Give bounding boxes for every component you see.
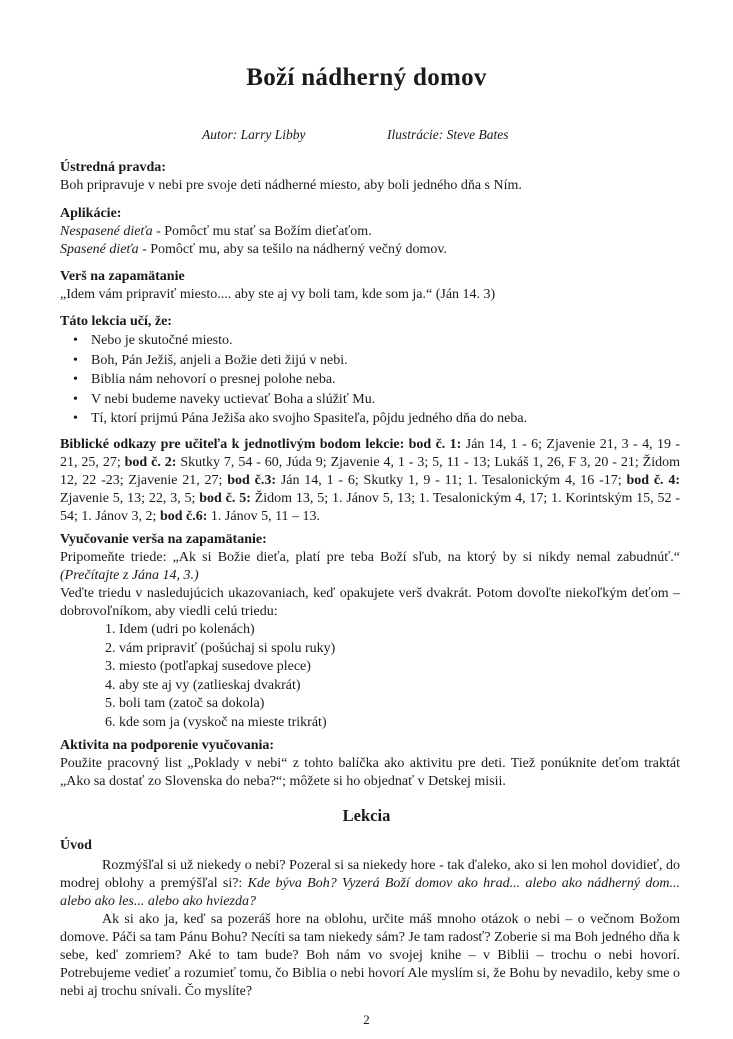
application-saved — [60, 241, 680, 259]
application-unsaved — [60, 223, 680, 241]
list-item: • Boh, Pán Ježiš, anjeli a Božie deti žijú v nebi. — [60, 351, 680, 371]
ref-point-6-label: bod č.6: — [159, 509, 208, 524]
central-truth-text: Boh pripravuje v nebi pre svoje deti nádherné miesto, aby boli jedného dňa s Ním. — [60, 178, 522, 193]
page-number: 2 — [363, 1012, 370, 1027]
ref-point-2-label: bod č. 2: — [124, 455, 177, 470]
illustrator-credit: Ilustrácie: Steve Bates — [387, 127, 509, 142]
ref-point-4: Zjavenie 5, 13; 22, 3, 5; — [60, 491, 196, 506]
step-item: 1. Idem (udri po kolenách) — [105, 622, 255, 637]
ref-point-3-label: bod č.3: — [227, 473, 277, 488]
memory-verse-text: „Idem vám pripraviť miesto.... aby ste aj vy boli tam, kde som ja.“ (Ján 14. 3) — [60, 287, 496, 302]
lesson-teaches-heading: Táto lekcia učí, že: — [60, 314, 172, 329]
application-section — [60, 205, 680, 259]
lesson-teaches-section — [60, 313, 680, 429]
memory-verse-section — [60, 268, 680, 304]
page-title: Boží nádherný domov — [246, 64, 487, 91]
step-item: 5. boli tam (zatoč sa dokola) — [105, 696, 265, 711]
central-truth-section — [60, 159, 680, 195]
list-item: • Tí, ktorí prijmú Pána Ježiša ako svojho Spasiteľa, pôjdu jedného dňa do neba. — [60, 409, 680, 429]
saved-label: Spasené dieťa — [60, 242, 139, 257]
ref-point-1-label: bod č. 1: — [408, 437, 462, 452]
ref-point-2: Skutky 7, 54 - 60, Júda 9; Zjavenie 4, 1 - 3; 5, 11 - 13; Lukáš 1, 26, F 3, 20 - 21; Židom 12, 22 -23; Zjavenie 21, 27; — [60, 455, 681, 488]
step-item: 6. kde som ja (vyskoč na mieste trikrát) — [105, 714, 327, 730]
teaching-verse-intro — [60, 549, 680, 585]
author-credit: Autor: Larry Libby — [202, 127, 306, 142]
teaching-verse-section — [60, 531, 680, 732]
teaching-verse-intro-text: Pripomeňte triede: „Ak si Božie dieťa, platí pre teba Boží sľub, na ktorý by si nikdy nemal zabudnúť.“ — [60, 550, 680, 565]
list-item: • Biblia nám nehovorí o presnej polohe neba. — [60, 370, 680, 390]
memory-verse-heading: Verš na zapamätanie — [60, 269, 185, 284]
teaching-verse-instructions: Veďte triedu v nasledujúcich ukazovaniach, keď opakujete verš dvakrát. Potom dovoľte niekoľkým deťom – dobrovoľníkom, aby viedli celú triedu: — [60, 586, 680, 619]
step-item: 4. aby ste aj vy (zatlieskaj dvakrát) — [105, 677, 301, 693]
unsaved-label: Nespasené dieťa — [60, 224, 153, 239]
ref-point-6: 1. Jánov 5, 11 – 13. — [207, 509, 321, 524]
teaching-verse-intro-ref: (Prečítajte z Jána 14, 3.) — [60, 568, 199, 583]
lesson-paragraph-1-text: Rozmýšľal si už niekedy o nebi? Pozeral si sa niekedy hore - tak ďaleko, ako si len mohol dovidieť, do modrej oblohy a premýšľal si?: — [60, 858, 680, 891]
references-section — [60, 436, 680, 526]
lesson-teaches-list — [60, 331, 680, 429]
ref-point-1: Ján 14, 1 - 6; Zjavenie 21, 3 - 4, 19 - 21, 25, 27; — [60, 437, 681, 470]
saved-text: - Pomôcť mu, aby sa tešilo na nádherný večný domov. — [138, 242, 447, 257]
activity-section — [60, 737, 680, 791]
activity-text: Použite pracovný list „Poklady v nebi“ z tohto balíčka ako aktivitu pre deti. Tiež ponúknite deťom traktát „Ako sa dostať zo Slovenska do neba?“; môžete si ho objednať v Detskej misii. — [60, 756, 680, 789]
lesson-intro-section — [60, 837, 680, 1001]
central-truth-heading: Ústredná pravda: — [60, 160, 166, 175]
teaching-verse-heading: Vyučovanie verša na zapamätanie: — [60, 532, 267, 547]
list-item: • Nebo je skutočné miesto. — [60, 331, 680, 351]
references-heading: Biblické odkazy pre učiteľa k jednotlivým bodom lekcie: — [60, 437, 405, 452]
activity-heading: Aktivita na podporenie vyučovania: — [60, 738, 275, 753]
lesson-paragraph-1-italic: Kde býva Boh? Vyzerá Boží domov ako hrad... alebo ako nádherný dom... alebo ako les... alebo ako hviezda? — [60, 876, 680, 909]
step-item: 2. vám pripraviť (pošúchaj si spolu ruky) — [105, 640, 336, 656]
lesson-heading: Lekcia — [342, 806, 391, 825]
ref-point-5: Židom 13, 5; 1. Jánov 5, 13; 1. Tesalonickým 4, 17; 1. Korintským 15, 52 - 54; 1. Jánov 3, 2; — [60, 491, 681, 524]
lesson-paragraph-2: Ak si ako ja, keď sa pozeráš hore na oblohu, určite máš mnoho otázok o nebi – o večnom Božom domove. Páči sa tam Pánu Bohu? Necíti sa tam niekedy sám? Je tam radosť? Zoberie si ma Boh jedného dňa k sebe, keď zomriem? Aké to tam bude? Boh nám vo svojej knihe – v Biblii – trochu o nebi hovorí. Potrebujeme vedieť a rozumieť tomu, čo Biblia o nebi hovorí Ale myslím si, že Bohu by nevadilo, keby sme o nebi aj trochu snívali. Čo myslíte? — [60, 912, 680, 999]
unsaved-text: - Pomôcť mu stať sa Božím dieťaťom. — [152, 224, 372, 239]
teaching-verse-steps — [60, 621, 680, 732]
ref-point-4-label: bod č. 4: — [626, 473, 681, 488]
ref-point-3: Ján 14, 1 - 6; Skutky 1, 9 - 11; 1. Tesalonickým 4, 16 -17; — [276, 473, 622, 488]
ref-point-5-label: bod č. 5: — [199, 491, 251, 506]
lesson-paragraph-1 — [60, 857, 680, 911]
lesson-intro-heading: Úvod — [60, 838, 92, 853]
list-item: • V nebi budeme naveky uctievať Boha a slúžiť Mu. — [60, 390, 680, 410]
application-heading: Aplikácie: — [60, 206, 122, 221]
step-item: 3. miesto (potľapkaj susedove plece) — [105, 659, 311, 674]
